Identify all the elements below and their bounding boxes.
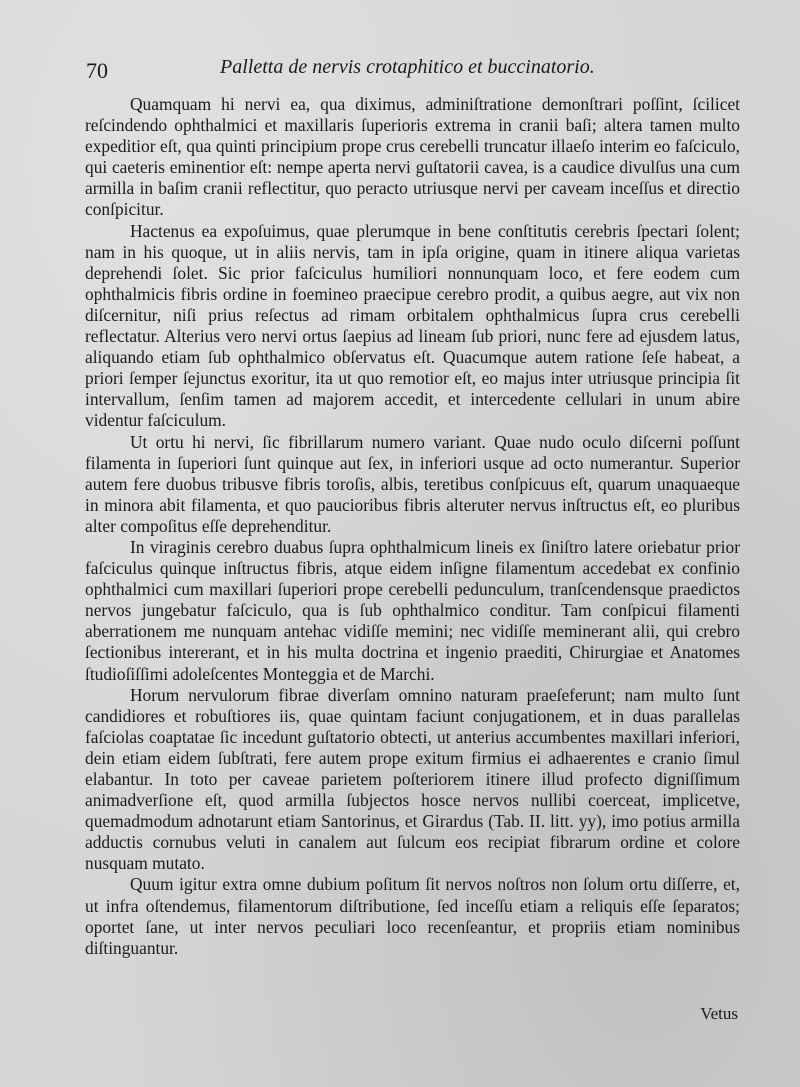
paragraph-3: Ut ortu hi nervi, ſic fibrillarum numero variant. Quae nudo oculo diſcerni poſſunt filamenta in ſuperiori ſunt quinque aut ſex, in inferiori usque ad octo numerantur. Superior autem fere duobus tribusve fibris toroſis, albis, teretibus conſpicuus eſt, quarum unaquaeque in minora abit filamenta, et quo paucioribus fibris alteruter nervus inſtructus eſt, eo pluribus alter compoſitus eſſe deprehenditur. — [85, 431, 740, 536]
paragraph-5: Horum nervulorum fibrae diverſam omnino naturam praeſeferunt; nam multo ſunt candidiores et robuſtiores iis, quae quintam faciunt conjugationem, et in duas parallelas faſciolas coaptatae ſic incedunt guſtatorio obtecti, ut anterius accumbentes maxillari inferiori, dein etiam eidem ſubſtrati, fere autem prope exitum firmius ei adhaerentes e cranio ſimul elabantur. In toto per caveae parietem poſteriorem itinere illud profecto digniſſimum animadverſione eſt, quod armilla ſubjectos hosce nervos nullibi coerceat, implicetve, quemadmodum adnotarunt etiam Santorinus, et Girardus (Tab. II. litt. yy), imo potius armilla adductis cornubus veluti in canalem aut ſulcum eos recipiat fibrarum ordine et colore nusquam mutato. — [85, 684, 740, 874]
paragraph-6: Quum igitur extra omne dubium poſitum ſit nervos noſtros non ſolum ortu diſſerre, et, ut infra oſtendemus, filamentorum diſtributione, ſed inceſſu etiam a reliquis eſſe ſeparatos; oportet ſane, ut inter nervos peculiari loco recenſeantur, et propriis etiam nominibus diſtinguantur. — [85, 874, 740, 958]
page-header — [78, 50, 738, 90]
paragraph-4: In viraginis cerebro duabus ſupra ophthalmicum lineis ex ſiniſtro latere oriebatur prior faſciculus quinque inſtructus fibris, atque eidem inſigne filamentum accedebat ex confinio ophthalmici cum maxillari ſuperiori prope cerebelli pedunculum, tranſcendensque praedictos nervos jungebatur faſciculo, qua is ſub ophthalmico conditur. Tam conſpicui filamenti aberrationem me nunquam antehac vidiſſe memini; nec vidiſſe meminerant alii, qui crebro ſectionibus intererant, et in his multa doctrina et ingenio praediti, Chirurgiae et Anatomes ſtudioſiſſimi adoleſcentes Monteggia et de Marchi. — [85, 536, 740, 684]
running-title: Palletta de nervis crotaphitico et buccinatorio. — [220, 56, 595, 78]
paragraph-1: Quamquam hi nervi ea, qua diximus, adminiſtratione demonſtrari poſſint, ſcilicet reſcindendo ophthalmici et maxillaris ſuperioris extrema in cranii baſi; altera tamen multo expeditior eſt, qua quinti principium prope crus cerebelli truncatur illaeſo interim eo faſciculo, qui caeteris eminentior eſt: nempe aperta nervi guſtatorii cavea, is a caudice divulſus una cum armilla in baſim cranii reflectitur, quo peracto utriusque nervi per caveam inceſſus et directio conſpicitur. — [85, 94, 740, 220]
main-text — [85, 94, 740, 959]
catchword: Vetus — [700, 1004, 738, 1023]
page-number: 70 — [86, 58, 108, 83]
paragraph-2: Hactenus ea expoſuimus, quae plerumque in bene conſtitutis cerebris ſpectari ſolent; nam in his quoque, ut in aliis nervis, tam in ipſa origine, quam in itinere aliqua varietas deprehendi ſolet. Sic prior faſciculus humiliori nonnunquam loco, et fere eodem cum ophthalmicis fibris ordine in foemineo praecipue cerebro prodit, a quibus aegre, aut vix non diſcernitur, niſi prius reſectus ad rimam orbitalem ophthalmicus ſupra crus cerebelli reflectatur. Alterius vero nervi ortus ſaepius ad lineam ſub priori, nunc fere ad ejusdem latus, aliquando etiam ſub ophthalmico obſervatus eſt. Quacumque autem ratione ſeſe habeat, a priori ſemper ſejunctus exoritur, ita ut quo remotior eſt, eo majus inter utriusque principia ſit intervallum, ſenſim tamen ad majorem accedit, et intercedente cellulari in unum abire videntur faſciculum. — [85, 220, 740, 431]
